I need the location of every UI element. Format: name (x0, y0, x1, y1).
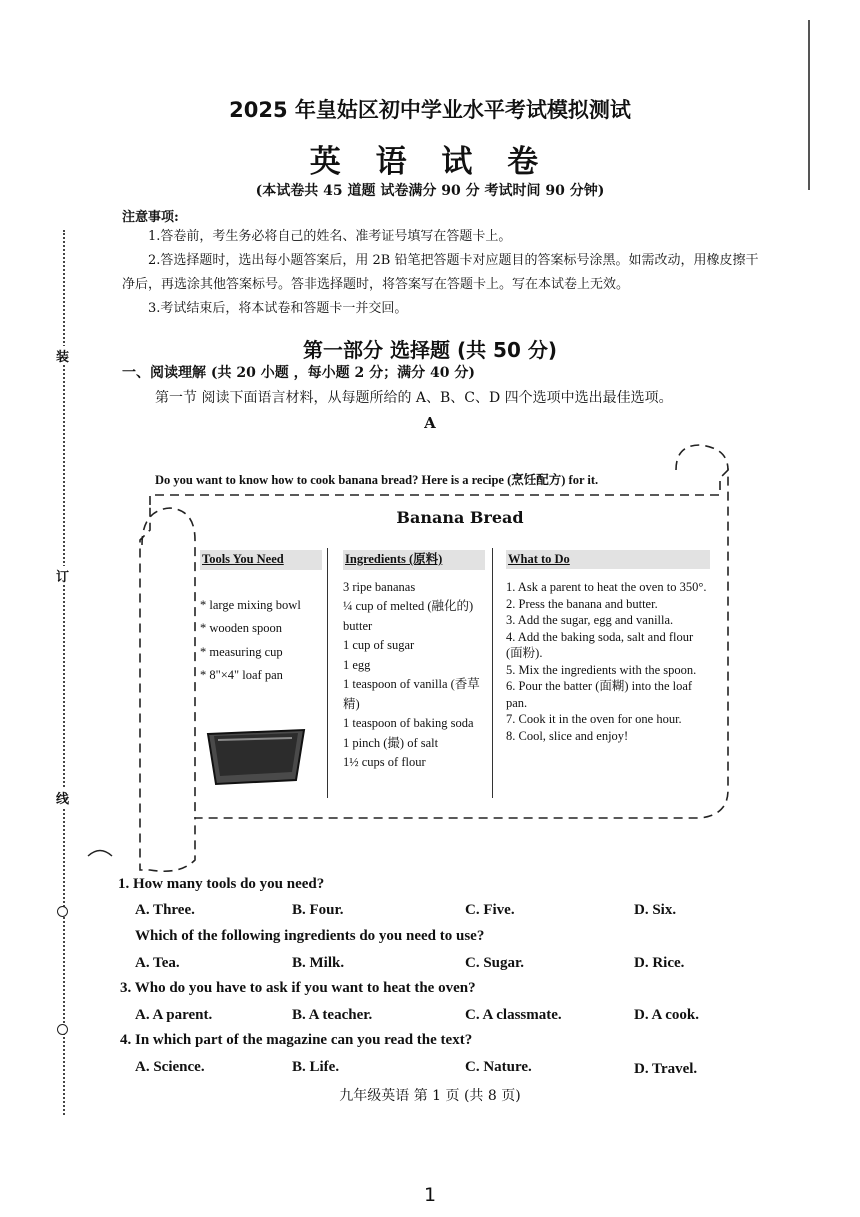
tools-heading: Tools You Need (200, 550, 322, 570)
question-1-option-c: C. Five. (465, 902, 515, 918)
column-divider-2 (492, 548, 493, 798)
ingredients-heading: Ingredients (原料) (343, 550, 485, 570)
page-number: 1 (423, 1184, 437, 1206)
notes-heading: 注意事项: (122, 210, 179, 225)
question-2-option-d: D. Rice. (634, 955, 685, 971)
question-1-option-d: D. Six. (634, 902, 677, 918)
part-title: 第一部分 选择题 (共 50 分) (303, 338, 557, 362)
binding-mark-xian: 线 (56, 788, 69, 807)
ingredient-item: 1 teaspoon of vanilla (香草精) (343, 677, 480, 711)
tool-item: * measuring cup (200, 644, 283, 659)
step-item: 5. Mix the ingredients with the spoon. (506, 662, 697, 677)
exam-subtitle: (本试卷共 45 道题 试卷满分 90 分 考试时间 90 分钟) (255, 183, 605, 199)
tools-list (200, 596, 322, 686)
column-divider-1 (327, 548, 328, 798)
steps-column (506, 550, 710, 744)
ingredients-list (343, 578, 485, 773)
question-2-option-a: A. Tea. (135, 955, 180, 971)
question-4-option-d: D. Travel. (634, 1061, 698, 1077)
ingredient-item: 1 teaspoon of baking soda (343, 716, 474, 730)
step-item: 3. Add the sugar, egg and vanilla. (506, 613, 674, 627)
tool-item: * wooden spoon (200, 621, 282, 635)
tool-item: * 8"×4" loaf pan (200, 668, 283, 682)
question-4-option-a: A. Science. (135, 1059, 205, 1075)
ingredient-item: 1½ cups of flour (343, 755, 426, 769)
question-1-stem: 1. How many tools do you need? (118, 876, 325, 892)
subsection-title: 第一节 阅读下面语言材料，从每题所给的 A、B、C、D 四个选项中选出最佳选项。 (155, 390, 673, 406)
question-3-option-a: A. A parent. (135, 1007, 213, 1023)
question-2-option-b: B. Milk. (292, 955, 345, 971)
ingredient-item: 1 egg (343, 657, 371, 672)
loaf-pan-image (200, 720, 312, 790)
subject-title: 英 语 试 卷 (309, 144, 551, 180)
steps-list (506, 579, 710, 744)
question-4-option-c: C. Nature. (465, 1059, 532, 1075)
step-item: 8. Cool, slice and enjoy! (506, 728, 629, 743)
section-title: 一、阅读理解 (共 20 小题 ，每小题 2 分；满分 40 分) (122, 365, 475, 381)
passage-label: A (424, 414, 436, 432)
steps-heading: What to Do (506, 550, 710, 569)
question-3-option-c: C. A classmate. (465, 1007, 562, 1023)
ingredient-item: 1 cup of sugar (343, 638, 415, 652)
question-3-stem: 3. Who do you have to ask if you want to heat the oven? (120, 980, 476, 996)
question-1-option-a: A. Three. (135, 902, 195, 918)
question-2-option-c: C. Sugar. (465, 955, 525, 971)
tool-item: * large mixing bowl (200, 597, 301, 612)
ingredient-item: 1 pinch (撮) of salt (343, 735, 439, 750)
note-2: 2.答选择题时，选出每小题答案后，用 2B 铅笔把答题卡对应题目的答案标号涂黑。如需改动，用橡皮擦干 (148, 253, 759, 268)
recipe-intro: Do you want to know how to cook banana bread? Here is a recipe (烹饪配方) for it. (155, 473, 599, 487)
step-item: 2. Press the banana and butter. (506, 596, 658, 611)
tools-column (200, 550, 322, 796)
question-3-option-b: B. A teacher. (292, 1007, 373, 1023)
exam-title: 2025 年皇姑区初中学业水平考试模拟测试 (229, 98, 631, 122)
note-2-cont: 净后，再选涂其他答案标号。答非选择题时，将答案写在答题卡上。写在本试卷上无效。 (122, 277, 630, 292)
ingredient-item: ¼ cup of melted (融化的) butter (343, 599, 474, 633)
ingredient-item: 3 ripe bananas (343, 579, 416, 594)
question-1-option-b: B. Four. (292, 902, 344, 918)
question-3-option-d: D. A cook. (634, 1007, 700, 1023)
recipe-title: Banana Bread (396, 508, 524, 527)
note-3: 3.考试结束后，将本试卷和答题卡一并交回。 (148, 301, 408, 316)
binding-mark-zhuang: 装 (56, 346, 69, 365)
question-4-stem: 4. In which part of the magazine can you read the text? (120, 1032, 473, 1048)
step-item: 7. Cook it in the oven for one hour. (506, 712, 682, 726)
page-footer: 九年级英语 第 1 页 (共 8 页) (339, 1088, 521, 1104)
step-item: 6. Pour the batter (面糊) into the loaf pan. (506, 679, 693, 710)
ingredients-column (343, 550, 485, 773)
binding-mark-ding: 订 (56, 566, 69, 585)
note-1: 1.答卷前，考生务必将自己的姓名、准考证号填写在答题卡上。 (148, 229, 512, 244)
question-4-option-b: B. Life. (292, 1059, 340, 1075)
step-item: 4. Add the baking soda, salt and flour (面粉). (506, 629, 694, 660)
step-item: 1. Ask a parent to heat the oven to 350°. (506, 580, 707, 594)
question-2-stem: Which of the following ingredients do you need to use? (135, 928, 485, 944)
